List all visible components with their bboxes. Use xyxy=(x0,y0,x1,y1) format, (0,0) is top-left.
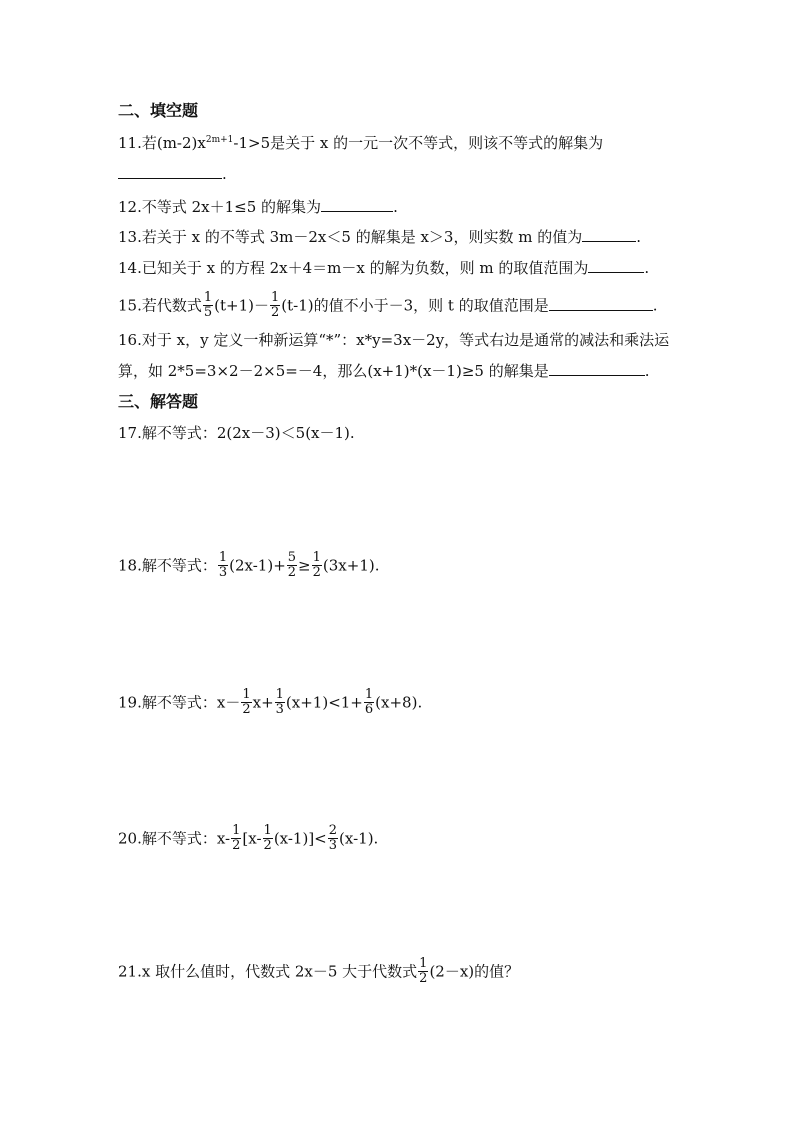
q16-text: 算，如 2*5=3×2－2×5=－4，那么(x+1)*(x－1)≥5 的解集是 xyxy=(118,362,549,380)
fraction-numerator: 5 xyxy=(287,550,297,565)
fraction-denominator: 2 xyxy=(287,565,297,580)
question-17: 17.解不等式：2(2x－3)＜5(x－1). xyxy=(118,424,355,442)
fraction-numerator: 1 xyxy=(218,550,228,565)
question-18 xyxy=(118,552,380,581)
fraction-denominator: 3 xyxy=(218,565,228,580)
q18-fraction-2 xyxy=(287,551,297,580)
q18-text-c: ≥ xyxy=(298,556,311,575)
fraction-numerator: 2 xyxy=(328,823,338,838)
q19-text-d: (x+8). xyxy=(375,693,423,712)
question-21 xyxy=(118,958,519,987)
q16-end: . xyxy=(644,362,650,380)
q12-end: . xyxy=(393,198,398,216)
q12-text: 12.不等式 2x＋1≤5 的解集为 xyxy=(118,198,322,216)
fraction-numerator: 1 xyxy=(203,290,213,305)
question-14 xyxy=(118,258,649,278)
q20-text-d: (x-1). xyxy=(339,829,379,848)
q11-answer-blank[interactable] xyxy=(118,164,222,179)
fraction-denominator: 2 xyxy=(263,838,272,853)
fraction-numerator: 1 xyxy=(232,823,241,838)
q13-text: 13.若关于 x 的不等式 3m－2x＜5 的解集是 x＞3，则实数 m 的值为 xyxy=(118,228,583,246)
q19-fraction-1 xyxy=(241,688,251,717)
q19-text-a: 19.解不等式：x－ xyxy=(118,693,241,712)
q15-text-b: (t+1)－ xyxy=(214,296,269,315)
q12-answer-blank[interactable] xyxy=(321,197,393,212)
fraction-numerator: 1 xyxy=(242,687,251,702)
fraction-numerator: 1 xyxy=(275,687,284,702)
q11-text-a: 11.若(m-2)x xyxy=(118,134,206,152)
fraction-denominator: 2 xyxy=(312,565,321,580)
q19-text-b: x+ xyxy=(252,693,274,712)
q18-text-b: (2x-1)+ xyxy=(229,556,286,575)
question-11 xyxy=(118,133,603,153)
question-11-answer-line xyxy=(118,164,227,184)
fraction-denominator: 2 xyxy=(232,838,241,853)
q21-fraction-1 xyxy=(418,957,428,986)
fraction-denominator: 3 xyxy=(275,702,284,717)
q20-fraction-2 xyxy=(263,824,273,853)
q15-fraction-1 xyxy=(203,291,213,320)
question-13 xyxy=(118,227,641,247)
question-16-line-1: 16.对于 x，y 定义一种新运算“*”：x*y=3x－2y，等式右边是通常的减法和乘法运 xyxy=(118,331,670,349)
q15-end: . xyxy=(652,296,658,315)
q20-fraction-3 xyxy=(328,824,338,853)
fraction-numerator: 1 xyxy=(263,823,272,838)
q14-end: . xyxy=(644,259,650,277)
q14-text: 14.已知关于 x 的方程 2x＋4＝m－x 的解为负数，则 m 的取值范围为 xyxy=(118,259,589,277)
q20-fraction-1 xyxy=(231,824,241,853)
q20-text-b: [x- xyxy=(242,829,262,848)
q19-fraction-2 xyxy=(275,688,285,717)
q18-text-a: 18.解不等式： xyxy=(118,556,217,575)
q18-fraction-3 xyxy=(312,551,322,580)
q19-fraction-3 xyxy=(364,688,374,717)
question-19 xyxy=(118,689,422,718)
q13-answer-blank[interactable] xyxy=(582,227,636,242)
q19-text-c: (x+1)<1+ xyxy=(285,693,363,712)
q21-text-a: 21.x 取什么值时，代数式 2x－5 大于代数式 xyxy=(118,962,418,981)
q15-text-c: (t-1)的值不小于－3，则 t 的取值范围是 xyxy=(281,296,549,315)
fraction-numerator: 1 xyxy=(364,687,374,702)
q21-text-b: (2－x)的值？ xyxy=(429,962,520,981)
q18-text-d: (3x+1). xyxy=(322,556,380,575)
q11-text-b: -1>5是关于 x 的一元一次不等式，则该不等式的解集为 xyxy=(233,134,604,152)
fraction-numerator: 1 xyxy=(312,550,321,565)
question-15 xyxy=(118,292,658,321)
q11-end: . xyxy=(222,165,227,183)
q16-answer-blank[interactable] xyxy=(549,361,645,376)
q18-fraction-1 xyxy=(218,551,228,580)
q15-answer-blank[interactable] xyxy=(549,296,653,311)
q20-text-c: (x-1)]< xyxy=(273,829,327,848)
q20-text-a: 20.解不等式：x- xyxy=(118,829,231,848)
q15-fraction-2 xyxy=(270,291,280,320)
q11-exponent: 2m+1 xyxy=(205,135,234,145)
fraction-numerator: 1 xyxy=(271,290,280,305)
question-16-line-2 xyxy=(118,361,650,381)
section-solve-title: 三、解答题 xyxy=(118,392,199,411)
q13-end: . xyxy=(636,228,642,246)
section-fill-in-title: 二、填空题 xyxy=(118,101,199,120)
fraction-denominator: 5 xyxy=(203,305,213,320)
q15-text-a: 15.若代数式 xyxy=(118,296,202,315)
fraction-numerator: 1 xyxy=(419,956,428,971)
fraction-denominator: 6 xyxy=(364,702,374,717)
fraction-denominator: 2 xyxy=(242,702,251,717)
q14-answer-blank[interactable] xyxy=(588,258,644,273)
fraction-denominator: 3 xyxy=(328,838,338,853)
fraction-denominator: 2 xyxy=(419,971,428,986)
question-12 xyxy=(118,197,398,217)
fraction-denominator: 2 xyxy=(271,305,280,320)
question-20 xyxy=(118,825,378,854)
